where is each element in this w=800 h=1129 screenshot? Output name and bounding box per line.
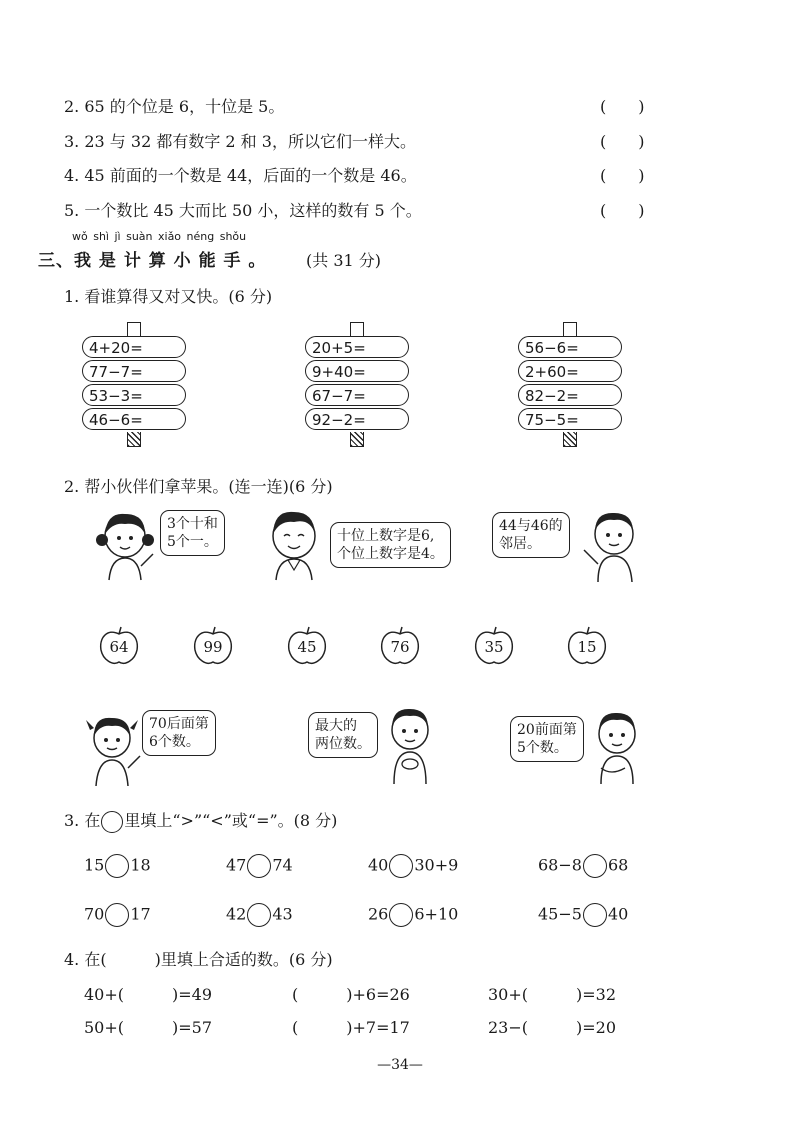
- speech-bubble-4: [142, 710, 216, 756]
- signpost-row: 92−2=: [305, 408, 409, 430]
- compare-circle[interactable]: [583, 854, 607, 878]
- compare-item: [226, 854, 293, 878]
- compare-left: 15: [84, 855, 105, 875]
- compare-item: [368, 903, 458, 927]
- fill-blank-item[interactable]: 50+( )=57: [84, 1018, 213, 1037]
- apple-label: 64: [109, 638, 129, 656]
- girl-kid-2-icon: [262, 504, 332, 582]
- tf-answer-4[interactable]: ( ): [600, 166, 645, 185]
- compare-left: 26: [368, 904, 389, 924]
- bubble-line: 5个数。: [517, 740, 568, 756]
- speech-bubble-1: [160, 510, 225, 556]
- signpost-row: 77−7=: [82, 360, 186, 382]
- compare-circle[interactable]: [247, 854, 271, 878]
- page-number: —34—: [377, 1057, 423, 1073]
- signpost-row: 82−2=: [518, 384, 622, 406]
- compare-left: 45−5: [538, 904, 582, 924]
- compare-circle[interactable]: [583, 903, 607, 927]
- speech-bubble-6: [510, 716, 584, 762]
- compare-right: 40: [607, 904, 629, 924]
- compare-item: [538, 903, 628, 927]
- compare-right: 30+9: [414, 855, 459, 875]
- apple-76[interactable]: [378, 626, 422, 666]
- q3-title: [64, 808, 337, 833]
- bubble-line: 5个一。: [167, 534, 218, 550]
- q1-title: 1. 看谁算得又对又快。(6 分): [64, 287, 273, 306]
- circle-placeholder-icon: [101, 811, 123, 833]
- compare-item: [538, 854, 628, 878]
- apple-35[interactable]: [472, 626, 516, 666]
- tf-answer-3[interactable]: ( ): [600, 132, 645, 151]
- signpost-row: 67−7=: [305, 384, 409, 406]
- section-pinyin: wǒ shì jì suàn xiǎo néng shǒu: [72, 230, 247, 243]
- compare-circle[interactable]: [247, 903, 271, 927]
- bubble-line: 两位数。: [315, 736, 371, 752]
- apple-label: 45: [297, 638, 317, 656]
- compare-left: 47: [226, 855, 247, 875]
- apple-64[interactable]: [97, 626, 141, 666]
- compare-right: 18: [130, 855, 151, 875]
- tf-item-5: 5. 一个数比 45 大而比 50 小，这样的数有 5 个。: [64, 201, 422, 220]
- compare-item: [226, 903, 293, 927]
- speech-bubble-5: [308, 712, 378, 758]
- fill-blank-item[interactable]: ( )+6=26: [292, 985, 410, 1004]
- bubble-line: 6个数。: [149, 734, 200, 750]
- bubble-line: 44与46的: [499, 518, 563, 534]
- bubble-line: 邻居。: [499, 536, 541, 552]
- compare-left: 40: [368, 855, 389, 875]
- signpost-row: 46−6=: [82, 408, 186, 430]
- speech-bubble-3: [492, 512, 570, 558]
- compare-right: 43: [272, 904, 293, 924]
- apple-label: 99: [203, 638, 223, 656]
- section-title: 三、我 是 计 算 小 能 手 。: [38, 251, 267, 271]
- apple-label: 76: [390, 638, 410, 656]
- fill-blank-item[interactable]: ( )+7=17: [292, 1018, 410, 1037]
- compare-right: 68: [607, 855, 629, 875]
- compare-circle[interactable]: [105, 854, 129, 878]
- girl-kid-1-icon: [95, 506, 165, 582]
- tf-answer-5[interactable]: ( ): [600, 201, 645, 220]
- compare-circle[interactable]: [389, 903, 413, 927]
- boy-kid-1-icon: [576, 504, 646, 584]
- bubble-line: 70后面第: [149, 716, 209, 732]
- q3-title-pre: 3. 在: [64, 811, 101, 830]
- compare-circle[interactable]: [105, 903, 129, 927]
- bubble-line: 3个十和: [167, 516, 218, 532]
- boy-kid-3-icon: [585, 706, 647, 786]
- signpost-row: 9+40=: [305, 360, 409, 382]
- signpost-row: 2+60=: [518, 360, 622, 382]
- bubble-line: 20前面第: [517, 722, 577, 738]
- q4-title: 4. 在( )里填上合适的数。(6 分): [64, 950, 333, 969]
- compare-right: 74: [272, 855, 293, 875]
- q2-title: 2. 帮小伙伴们拿苹果。(连一连)(6 分): [64, 477, 333, 496]
- section-score: (共 31 分): [306, 251, 382, 270]
- compare-item: [84, 903, 151, 927]
- compare-circle[interactable]: [389, 854, 413, 878]
- bubble-line: 十位上数字是6,: [337, 528, 435, 544]
- compare-left: 70: [84, 904, 105, 924]
- signpost-row: 4+20=: [82, 336, 186, 358]
- apple-label: 35: [484, 638, 504, 656]
- compare-right: 17: [130, 904, 151, 924]
- tf-item-2: 2. 65 的个位是 6，十位是 5。: [64, 97, 285, 116]
- fill-blank-item[interactable]: 23−( )=20: [488, 1018, 617, 1037]
- apple-45[interactable]: [285, 626, 329, 666]
- tf-item-3: 3. 23 与 32 都有数字 2 和 3，所以它们一样大。: [64, 132, 416, 151]
- compare-left: 42: [226, 904, 247, 924]
- compare-right: 6+10: [414, 904, 459, 924]
- apple-label: 15: [577, 638, 597, 656]
- apple-15[interactable]: [565, 626, 609, 666]
- signpost-row: 56−6=: [518, 336, 622, 358]
- fill-blank-item[interactable]: 30+( )=32: [488, 985, 617, 1004]
- tf-answer-2[interactable]: ( ): [600, 97, 645, 116]
- signpost-row: 20+5=: [305, 336, 409, 358]
- boy-kid-2-icon: [380, 702, 442, 786]
- signpost-row: 53−3=: [82, 384, 186, 406]
- compare-item: [84, 854, 151, 878]
- q3-title-post: 里填上“>”“<”或“=”。(8 分): [124, 811, 338, 830]
- girl-kid-3-icon: [82, 710, 144, 788]
- tf-item-4: 4. 45 前面的一个数是 44，后面的一个数是 46。: [64, 166, 417, 185]
- compare-item: [368, 854, 458, 878]
- compare-left: 68−8: [538, 855, 582, 875]
- speech-bubble-2: [330, 522, 451, 568]
- signpost-row: 75−5=: [518, 408, 622, 430]
- fill-blank-item[interactable]: 40+( )=49: [84, 985, 213, 1004]
- bubble-line: 个位上数字是4。: [337, 546, 444, 562]
- apple-99[interactable]: [191, 626, 235, 666]
- bubble-line: 最大的: [315, 718, 357, 734]
